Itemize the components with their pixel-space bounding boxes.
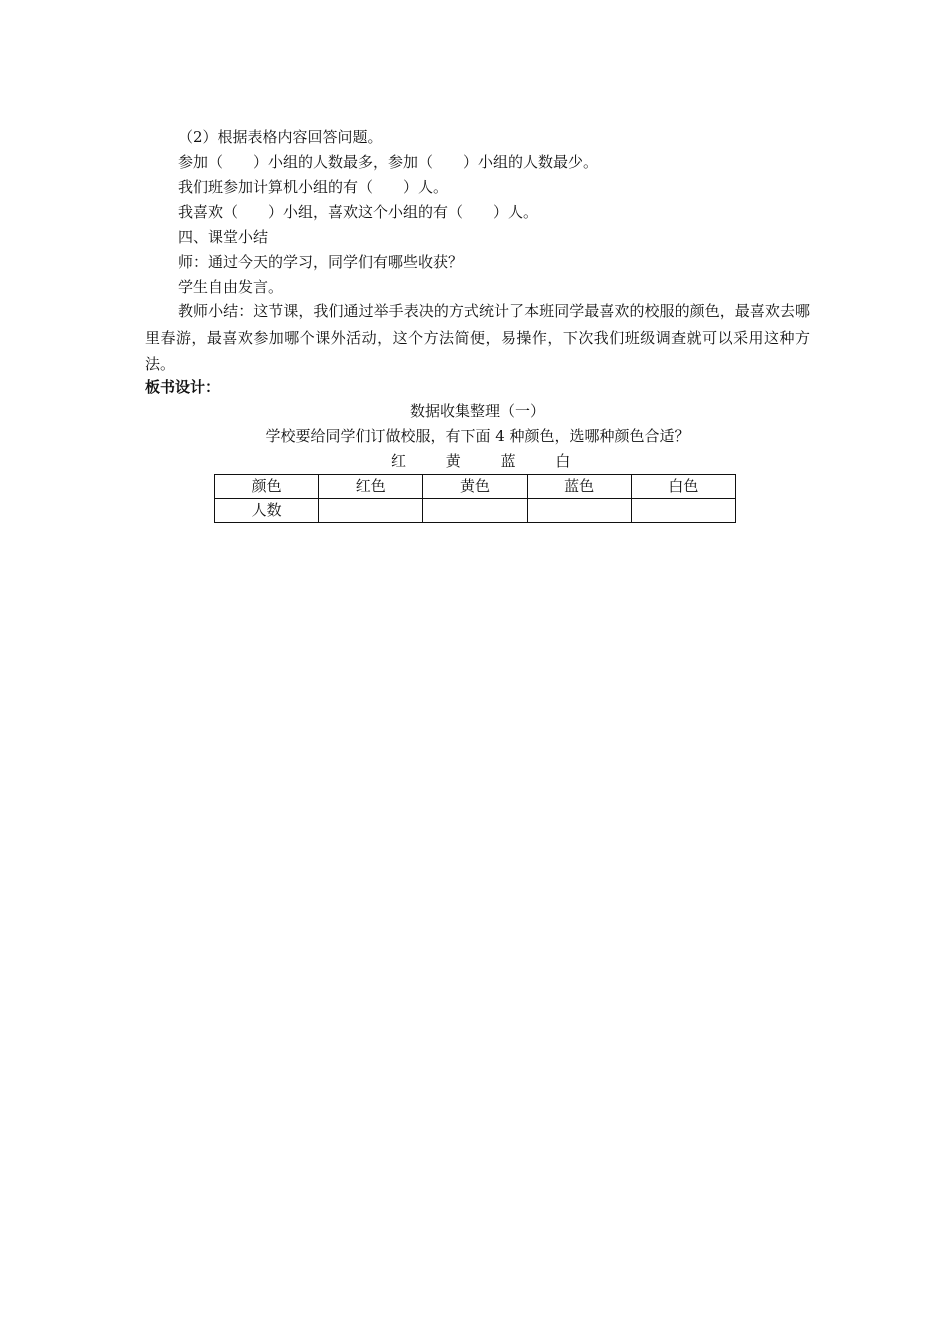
table-cell xyxy=(527,499,631,523)
table-row xyxy=(215,499,736,523)
color-option: 蓝 xyxy=(500,452,516,470)
table-cell: 人数 xyxy=(215,499,319,523)
color-option: 白 xyxy=(555,452,571,470)
teacher-question: 师：通过今天的学习，同学们有哪些收获？ xyxy=(178,253,464,271)
color-option: 红 xyxy=(391,452,407,470)
color-option: 黄 xyxy=(445,452,461,470)
table-header-row xyxy=(215,475,736,499)
question-most-least: 参加（ ）小组的人数最多，参加（ ）小组的人数最少。 xyxy=(178,153,599,171)
color-options-row xyxy=(391,451,605,471)
table-cell xyxy=(319,499,423,523)
heading-class-summary: 四、课堂小结 xyxy=(178,228,269,246)
board-question: 学校要给同学们订做校服，有下面 4 种颜色，选哪种颜色合适？ xyxy=(265,427,690,445)
board-design-label: 板书设计： xyxy=(145,378,221,396)
table-cell xyxy=(631,499,735,523)
table-cell: 颜色 xyxy=(215,475,319,499)
table-cell: 红色 xyxy=(319,475,423,499)
teacher-summary-paragraph: 教师小结：这节课，我们通过举手表决的方式统计了本班同学最喜欢的校服的颜色，最喜欢去哪里春游，最喜欢参加哪个课外活动，这个方法简便，易操作，下次我们班级调查就可以采用这种方法。 xyxy=(145,302,810,373)
table-cell xyxy=(423,499,527,523)
question-computer-group: 我们班参加计算机小组的有（ ）人。 xyxy=(178,178,449,196)
question-favorite-group: 我喜欢（ ）小组，喜欢这个小组的有（ ）人。 xyxy=(178,203,539,221)
table-cell: 白色 xyxy=(631,475,735,499)
section-q2-heading: （2）根据表格内容回答问题。 xyxy=(178,128,383,146)
student-response: 学生自由发言。 xyxy=(178,278,284,296)
table-cell: 蓝色 xyxy=(527,475,631,499)
table-cell: 黄色 xyxy=(423,475,527,499)
color-count-table xyxy=(214,474,736,523)
board-title: 数据收集整理（一） xyxy=(409,402,545,420)
